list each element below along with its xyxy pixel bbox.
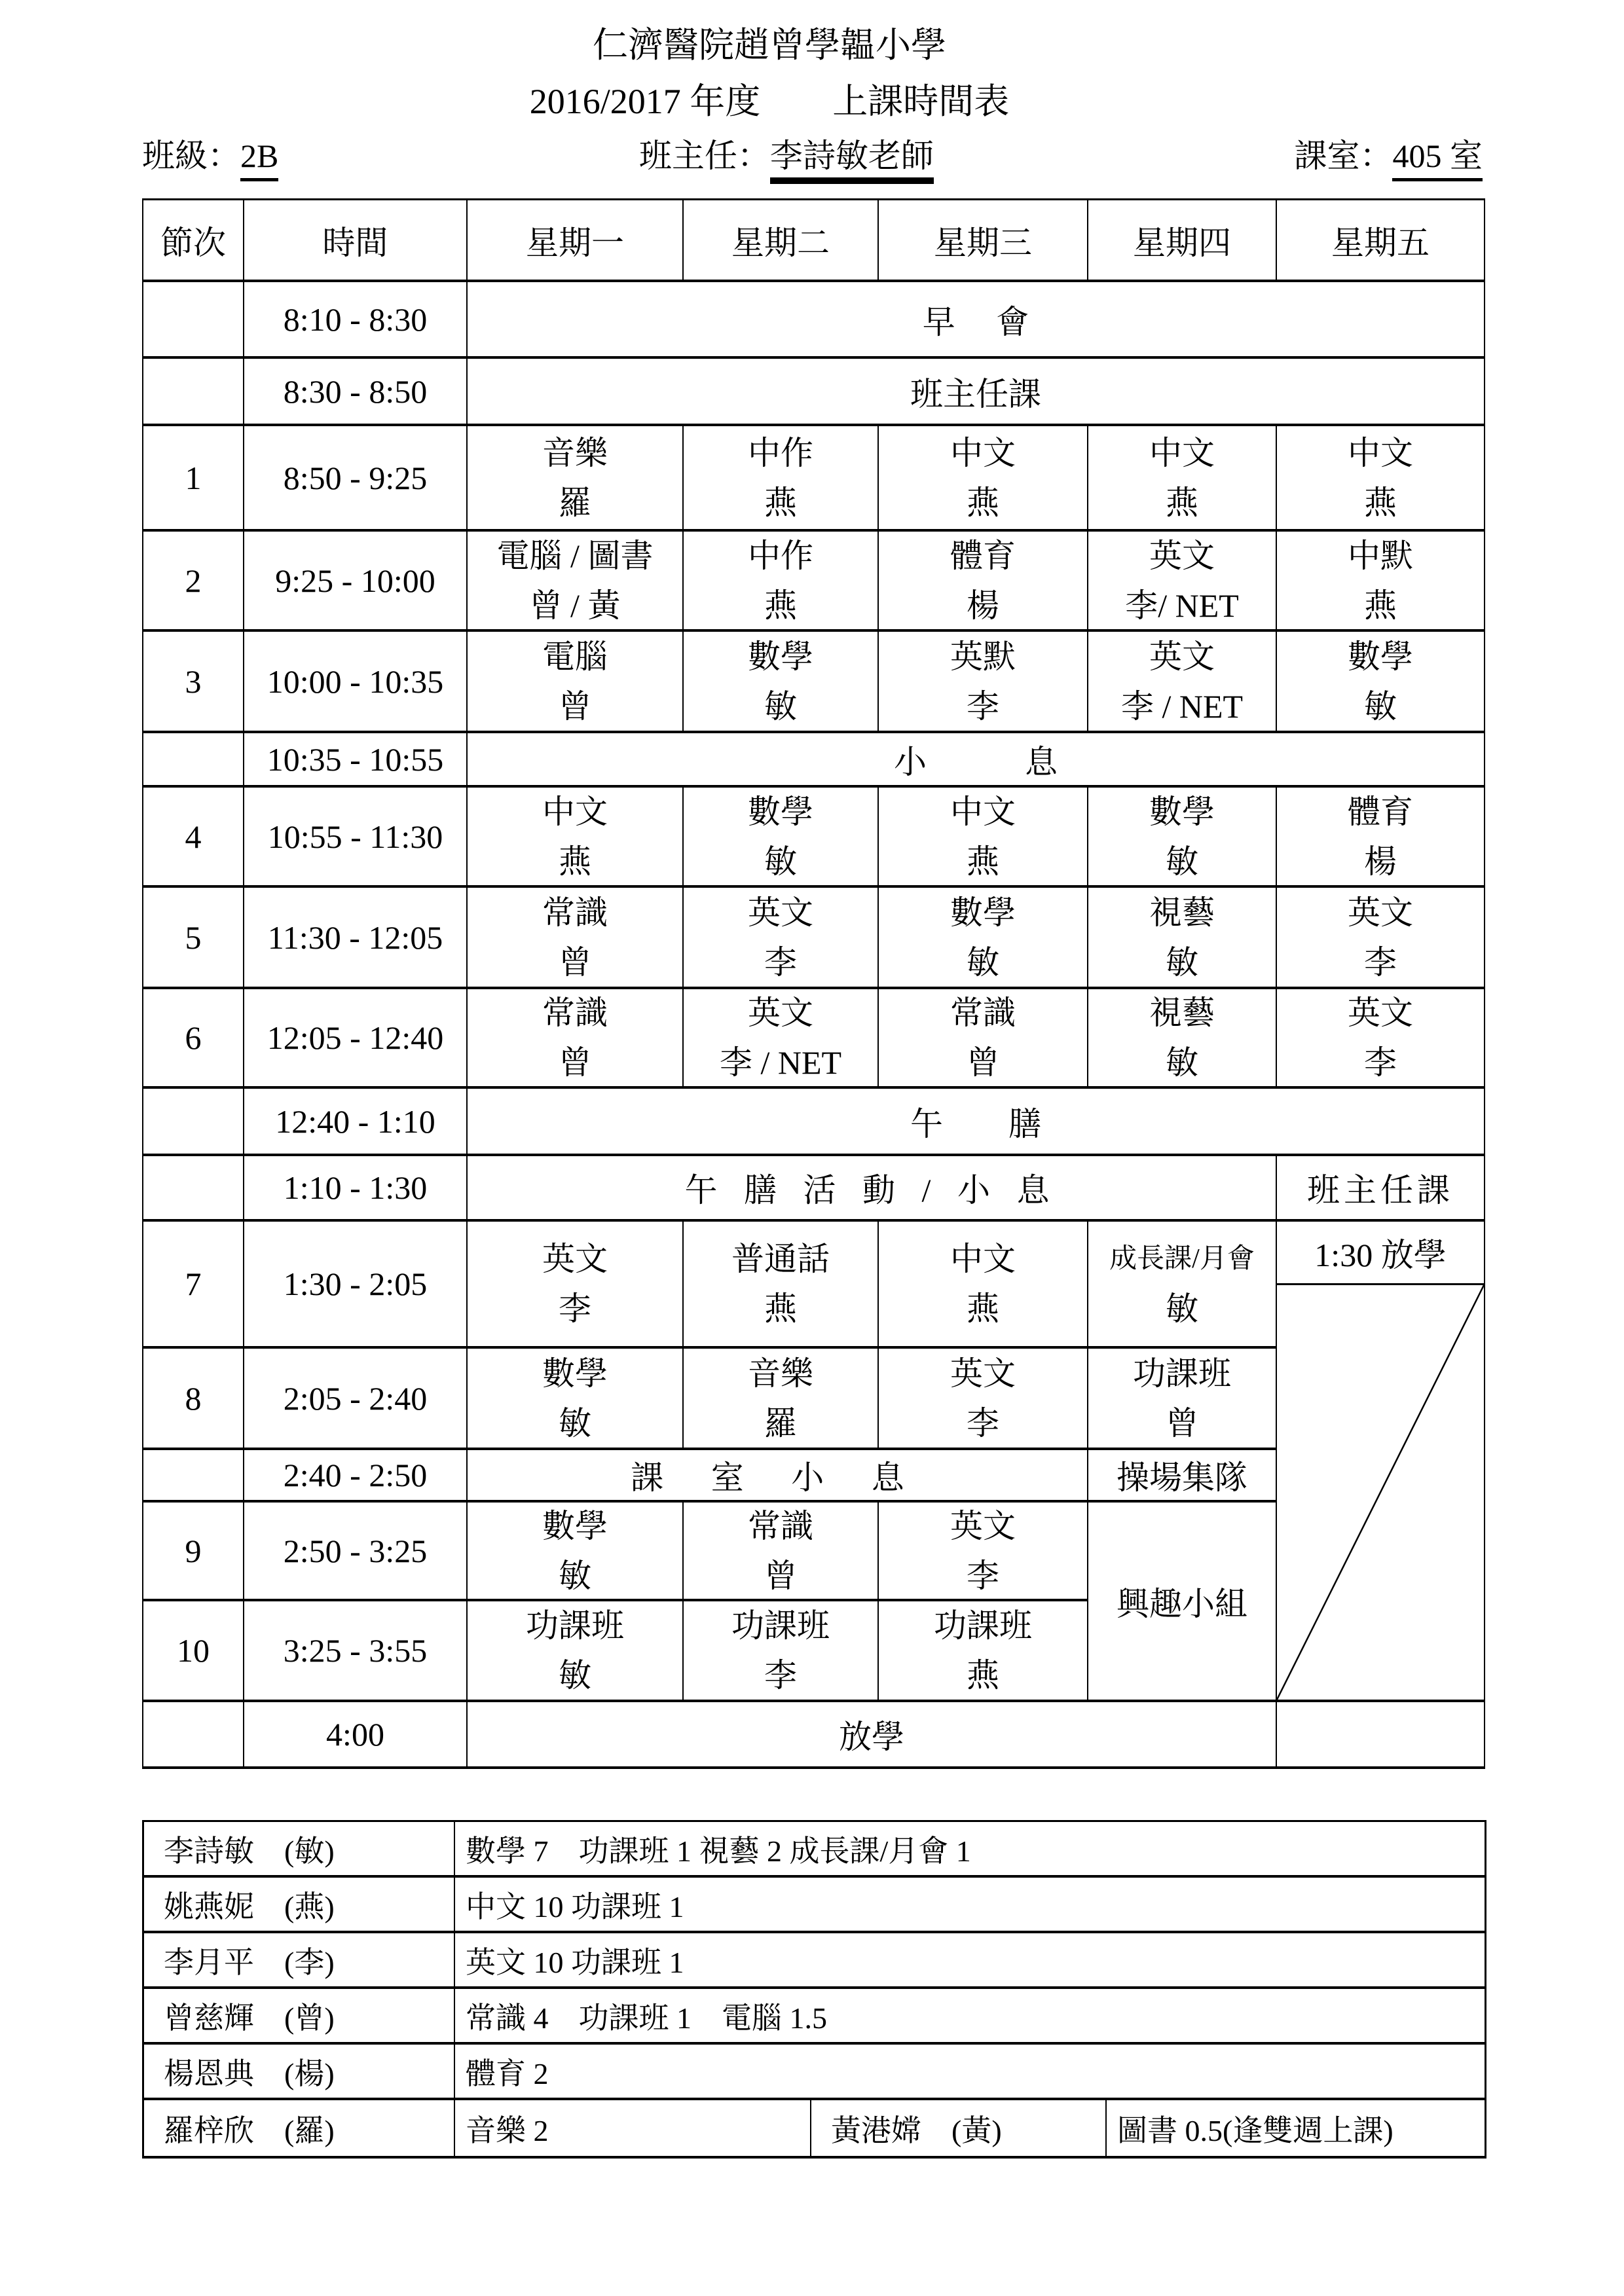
cell-p5-thu: 視藝 敏 (1088, 888, 1277, 989)
time-lunch-activity: 1:10 - 1:30 (244, 1156, 468, 1222)
cell-p3-wed: 英默 李 (879, 632, 1088, 733)
class-info-row (142, 130, 1483, 177)
time-class-teacher: 8:30 - 8:50 (244, 359, 468, 426)
friday-early-dismissal: 1:30 放學 (1277, 1222, 1484, 1285)
cell-p3-tue: 數學 敏 (684, 632, 879, 733)
document-title (0, 73, 1539, 130)
header-cell-tuesday: 星期二 (684, 200, 879, 282)
head-teacher-label: 班主任： (638, 137, 770, 174)
empty-cell (143, 1156, 244, 1222)
cell-p2-tue: 中作 燕 (684, 532, 879, 632)
head-teacher-value: 李詩敏老師 (770, 137, 934, 184)
time-period-1: 8:50 - 9:25 (244, 426, 468, 532)
room-label: 課室： (1294, 137, 1393, 174)
cell-p7-thu: 成長課/月會 敏 (1088, 1222, 1277, 1349)
diagonal-strikethrough-cell (1277, 1285, 1484, 1700)
cell-p8-tue: 音樂 羅 (684, 1349, 879, 1450)
time-period-10: 3:25 - 3:55 (244, 1601, 468, 1702)
cell-classroom-recess: 課 室 小 息 (468, 1450, 1088, 1503)
cell-p10-wed: 功課班 燕 (879, 1601, 1088, 1702)
class-value: 2B (240, 137, 278, 181)
empty-cell (143, 1702, 244, 1766)
cell-playground-assembly: 操場集隊 (1088, 1450, 1277, 1503)
cell-p6-thu: 視藝 敏 (1088, 989, 1277, 1089)
cell-p2-fri: 中默 燕 (1277, 532, 1484, 632)
legend-teacher-name: 羅梓欣 (羅) (144, 2100, 455, 2156)
legend-teacher-subjects: 英文 10 功課班 1 (455, 1933, 1485, 1989)
cell-p10-mon: 功課班 敏 (468, 1601, 684, 1702)
class-field (142, 130, 278, 177)
timetable-title: 上課時間表 (832, 82, 1010, 121)
empty-cell (143, 282, 244, 359)
empty-cell (143, 1450, 244, 1503)
cell-p1-tue: 中作 燕 (684, 426, 879, 532)
class-label: 班級： (142, 137, 240, 174)
cell-p3-fri: 數學 敏 (1277, 632, 1484, 733)
cell-p5-tue: 英文 李 (684, 888, 879, 989)
cell-p2-mon: 電腦 / 圖書 曾 / 黃 (468, 532, 684, 632)
period-number-3: 3 (143, 632, 244, 733)
period-number-8: 8 (143, 1349, 244, 1450)
header-cell-period: 節次 (143, 200, 244, 282)
legend-teacher-name: 李月平 (李) (144, 1933, 455, 1989)
cell-p7-wed: 中文 燕 (879, 1222, 1088, 1349)
time-morning-assembly: 8:10 - 8:30 (244, 282, 468, 359)
legend-teacher-name: 黃港嫦 (黃) (811, 2100, 1107, 2156)
header-cell-friday: 星期五 (1277, 200, 1484, 282)
cell-p4-fri: 體育 楊 (1277, 788, 1484, 888)
cell-recess: 小 息 (468, 733, 1484, 788)
legend-teacher-subjects: 音樂 2 (455, 2100, 811, 2156)
time-period-3: 10:00 - 10:35 (244, 632, 468, 733)
cell-p9-wed: 英文 李 (879, 1503, 1088, 1601)
cell-p9-tue: 常識 曾 (684, 1503, 879, 1601)
legend-teacher-name: 曾慈輝 (曾) (144, 1989, 455, 2045)
empty-cell (1277, 1702, 1484, 1766)
cell-p8-mon: 數學 敏 (468, 1349, 684, 1450)
legend-teacher-subjects: 圖書 0.5(逢雙週上課) (1117, 2113, 1393, 2147)
head-teacher-field (639, 130, 934, 177)
cell-p2-thu: 英文 李/ NET (1088, 532, 1277, 632)
cell-p7-mon: 英文 李 (468, 1222, 684, 1349)
cell-p4-tue: 數學 敏 (684, 788, 879, 888)
cell-p4-mon: 中文 燕 (468, 788, 684, 888)
cell-p5-wed: 數學 敏 (879, 888, 1088, 989)
time-period-7: 1:30 - 2:05 (244, 1222, 468, 1349)
document-header (0, 17, 1539, 130)
cell-p1-mon: 音樂 羅 (468, 426, 684, 532)
cell-p4-thu: 數學 敏 (1088, 788, 1277, 888)
cell-p6-wed: 常識 曾 (879, 989, 1088, 1089)
time-dismissal: 4:00 (244, 1702, 468, 1766)
cell-p3-thu: 英文 李 / NET (1088, 632, 1277, 733)
cell-interest-group: 興趣小組 (1088, 1503, 1277, 1702)
cell-p9-mon: 數學 敏 (468, 1503, 684, 1601)
legend-teacher-subjects: 體育 2 (455, 2045, 1485, 2100)
header-cell-wednesday: 星期三 (879, 200, 1088, 282)
legend-teacher-subjects: 常識 4 功課班 1 電腦 1.5 (455, 1989, 1485, 2045)
period-number-10: 10 (143, 1601, 244, 1702)
time-recess: 10:35 - 10:55 (244, 733, 468, 788)
cell-lunch: 午 膳 (468, 1089, 1484, 1156)
header-cell-time: 時間 (244, 200, 468, 282)
room-field (1294, 130, 1483, 177)
school-year: 2016/2017 年度 (529, 82, 761, 121)
period-number-7: 7 (143, 1222, 244, 1349)
cell-p2-wed: 體育 楊 (879, 532, 1088, 632)
legend-teacher-subjects: 中文 10 功課班 1 (455, 1878, 1485, 1933)
cell-p5-fri: 英文 李 (1277, 888, 1484, 989)
period-number-1: 1 (143, 426, 244, 532)
period-number-4: 4 (143, 788, 244, 888)
period-number-9: 9 (143, 1503, 244, 1601)
room-value: 405 室 (1392, 137, 1483, 181)
cell-p4-wed: 中文 燕 (879, 788, 1088, 888)
header-cell-thursday: 星期四 (1088, 200, 1277, 282)
time-period-8: 2:05 - 2:40 (244, 1349, 468, 1450)
cell-p10-tue: 功課班 李 (684, 1601, 879, 1702)
empty-cell (143, 1089, 244, 1156)
cell-morning-assembly: 早 會 (468, 282, 1484, 359)
cell-class-teacher: 班主任課 (468, 359, 1484, 426)
cell-p6-fri: 英文 李 (1277, 989, 1484, 1089)
cell-p1-fri: 中文 燕 (1277, 426, 1484, 532)
school-name: 仁濟醫院趙曾學韞小學 (593, 26, 946, 65)
cell-p1-thu: 中文 燕 (1088, 426, 1277, 532)
friday-afternoon-block (1277, 1222, 1484, 1702)
legend-teacher-name: 楊恩典 (楊) (144, 2045, 455, 2100)
cell-p1-wed: 中文 燕 (879, 426, 1088, 532)
cell-p6-tue: 英文 李 / NET (684, 989, 879, 1089)
empty-cell (143, 733, 244, 788)
cell-fri-class-teacher: 班主任課 (1277, 1156, 1484, 1222)
legend-teacher-subjects: 數學 7 功課班 1 視藝 2 成長課/月會 1 (455, 1822, 1485, 1878)
timetable-table (142, 198, 1485, 1769)
time-lunch: 12:40 - 1:10 (244, 1089, 468, 1156)
time-period-2: 9:25 - 10:00 (244, 532, 468, 632)
time-period-4: 10:55 - 11:30 (244, 788, 468, 888)
cell-p6-mon: 常識 曾 (468, 989, 684, 1089)
period-number-2: 2 (143, 532, 244, 632)
time-period-9: 2:50 - 3:25 (244, 1503, 468, 1601)
cell-p8-thu: 功課班 曾 (1088, 1349, 1277, 1450)
header-cell-monday: 星期一 (468, 200, 684, 282)
empty-cell (143, 359, 244, 426)
period-number-5: 5 (143, 888, 244, 989)
cell-p3-mon: 電腦 曾 (468, 632, 684, 733)
cell-p8-wed: 英文 李 (879, 1349, 1088, 1450)
cell-p7-tue: 普通話 燕 (684, 1222, 879, 1349)
cell-dismissal: 放學 (468, 1702, 1277, 1766)
time-classroom-recess: 2:40 - 2:50 (244, 1450, 468, 1503)
legend-teacher-name: 李詩敏 (敏) (144, 1822, 455, 1878)
period-number-6: 6 (143, 989, 244, 1089)
cell-lunch-activity: 午 膳 活 動 / 小 息 (468, 1156, 1277, 1222)
time-period-6: 12:05 - 12:40 (244, 989, 468, 1089)
time-period-5: 11:30 - 12:05 (244, 888, 468, 989)
legend-teacher-name: 姚燕妮 (燕) (144, 1878, 455, 1933)
teacher-legend-table (142, 1820, 1486, 2159)
diagonal-line (1277, 1285, 1484, 1700)
cell-p5-mon: 常識 曾 (468, 888, 684, 989)
